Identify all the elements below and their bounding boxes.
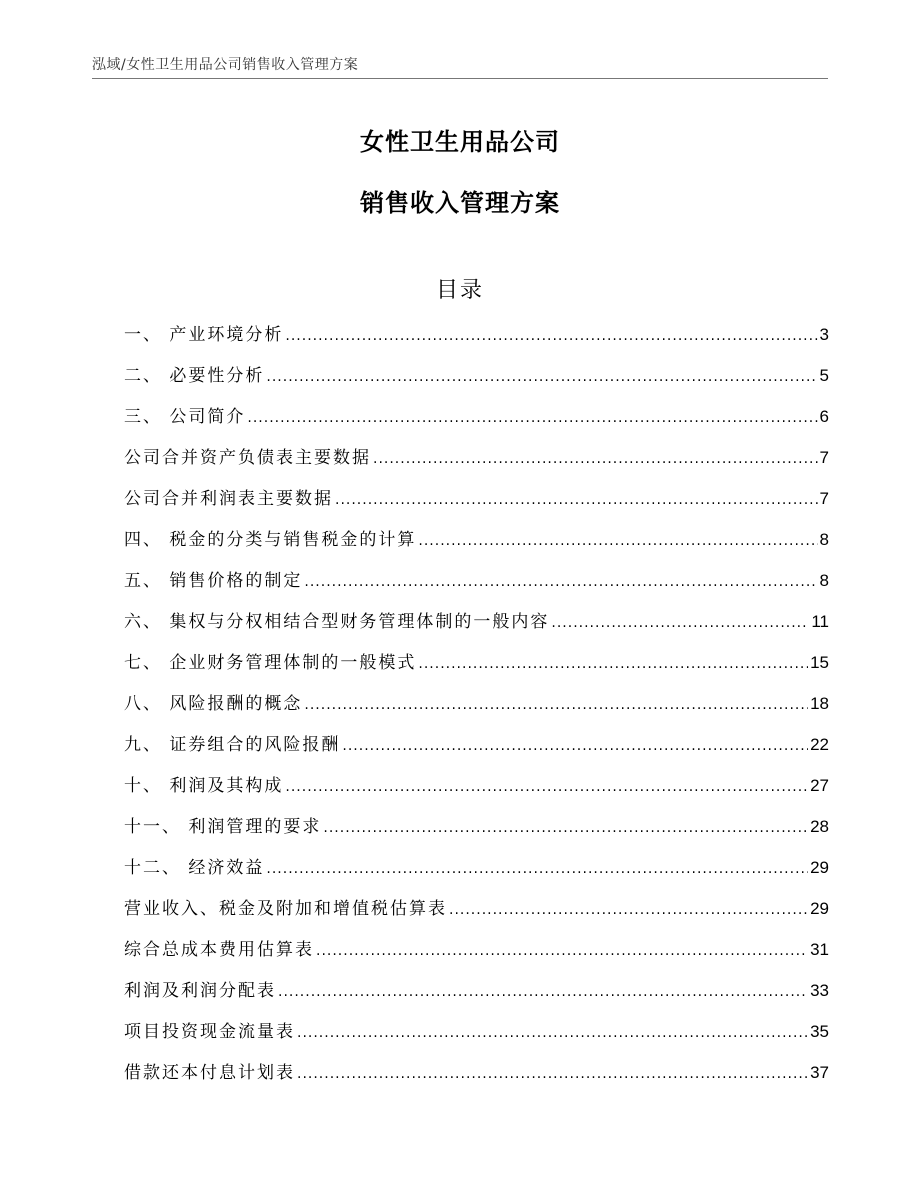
toc-entry[interactable]: [124, 525, 829, 566]
toc-dot-leader: [285, 328, 817, 344]
toc-entry-page: 37: [810, 1063, 829, 1082]
toc-heading: 目录: [435, 278, 484, 303]
toc-dot-leader: [297, 1066, 808, 1082]
toc-entry-label: 十一、 利润管理的要求: [124, 817, 322, 837]
toc-entry[interactable]: [124, 607, 829, 648]
toc-entry-page: 27: [810, 776, 829, 795]
running-header: 泓域/女性卫生用品公司销售收入管理方案: [92, 57, 359, 73]
toc-entry-page: 15: [810, 653, 829, 672]
toc-entry[interactable]: [124, 361, 829, 402]
toc-entry-label: 项目投资现金流量表: [124, 1022, 295, 1042]
toc-entry-label: 三、 公司简介: [124, 407, 246, 427]
toc-entry-label: 五、 销售价格的制定: [124, 571, 303, 591]
toc-entry-page: 8: [819, 571, 829, 590]
toc-entry[interactable]: [124, 484, 829, 525]
toc-dot-leader: [316, 943, 808, 959]
toc-entry-page: 28: [810, 817, 829, 836]
toc-entry-label: 二、 必要性分析: [124, 366, 265, 386]
toc-dot-leader: [449, 902, 808, 918]
toc-entry[interactable]: [124, 566, 829, 607]
toc-entry-page: 6: [819, 407, 829, 426]
toc-dot-leader: [304, 574, 817, 590]
toc-entry[interactable]: [124, 689, 829, 730]
toc-dot-leader: [247, 410, 817, 426]
toc-entry[interactable]: [124, 1058, 829, 1099]
toc-entry[interactable]: [124, 730, 829, 771]
toc-entry-page: 22: [810, 735, 829, 754]
toc-entry-label: 十二、 经济效益: [124, 858, 265, 878]
toc-entry[interactable]: [124, 894, 829, 935]
toc-entry-label: 四、 税金的分类与销售税金的计算: [124, 530, 417, 550]
toc-entry-label: 综合总成本费用估算表: [124, 940, 314, 960]
toc-entry-page: 31: [810, 940, 829, 959]
toc-entry-page: 29: [810, 858, 829, 877]
toc-entry[interactable]: [124, 771, 829, 812]
toc-entry-label: 公司合并资产负债表主要数据: [124, 448, 371, 468]
toc-dot-leader: [418, 533, 817, 549]
toc-dot-leader: [266, 861, 808, 877]
table-of-contents: [124, 320, 829, 1099]
toc-entry[interactable]: [124, 320, 829, 361]
toc-dot-leader: [418, 656, 808, 672]
toc-entry-page: 3: [819, 325, 829, 344]
document-title-line2: 销售收入管理方案: [360, 189, 560, 217]
toc-entry-label: 七、 企业财务管理体制的一般模式: [124, 653, 417, 673]
toc-entry-page: 5: [819, 366, 829, 385]
toc-entry-label: 借款还本付息计划表: [124, 1063, 295, 1083]
toc-entry-page: 35: [810, 1022, 829, 1041]
toc-entry[interactable]: [124, 1017, 829, 1058]
toc-entry-label: 利润及利润分配表: [124, 981, 276, 1001]
toc-dot-leader: [266, 369, 817, 385]
toc-entry-label: 九、 证券组合的风险报酬: [124, 735, 341, 755]
toc-dot-leader: [304, 697, 808, 713]
toc-entry-page: 29: [810, 899, 829, 918]
toc-entry-page: 7: [819, 448, 829, 467]
toc-dot-leader: [297, 1025, 808, 1041]
toc-entry-label: 十、 利润及其构成: [124, 776, 284, 796]
toc-entry-label: 一、 产业环境分析: [124, 325, 284, 345]
toc-entry-page: 8: [819, 530, 829, 549]
toc-entry-label: 六、 集权与分权相结合型财务管理体制的一般内容: [124, 612, 550, 632]
toc-entry[interactable]: [124, 935, 829, 976]
toc-dot-leader: [278, 984, 808, 1000]
toc-entry-label: 营业收入、税金及附加和增值税估算表: [124, 899, 447, 919]
toc-entry-page: 33: [810, 981, 829, 1000]
document-title-line1: 女性卫生用品公司: [360, 128, 560, 156]
toc-entry-page: 11: [811, 612, 829, 631]
toc-entry[interactable]: [124, 443, 829, 484]
toc-dot-leader: [335, 492, 818, 508]
header-divider: [92, 78, 828, 79]
toc-dot-leader: [342, 738, 808, 754]
toc-entry-label: 公司合并利润表主要数据: [124, 489, 333, 509]
toc-entry[interactable]: [124, 812, 829, 853]
toc-entry-label: 八、 风险报酬的概念: [124, 694, 303, 714]
toc-dot-leader: [373, 451, 818, 467]
toc-dot-leader: [551, 615, 809, 631]
toc-entry-page: 18: [810, 694, 829, 713]
toc-dot-leader: [323, 820, 808, 836]
toc-dot-leader: [285, 779, 808, 795]
toc-entry[interactable]: [124, 976, 829, 1017]
toc-entry[interactable]: [124, 648, 829, 689]
toc-entry-page: 7: [819, 489, 829, 508]
toc-entry[interactable]: [124, 402, 829, 443]
toc-entry[interactable]: [124, 853, 829, 894]
